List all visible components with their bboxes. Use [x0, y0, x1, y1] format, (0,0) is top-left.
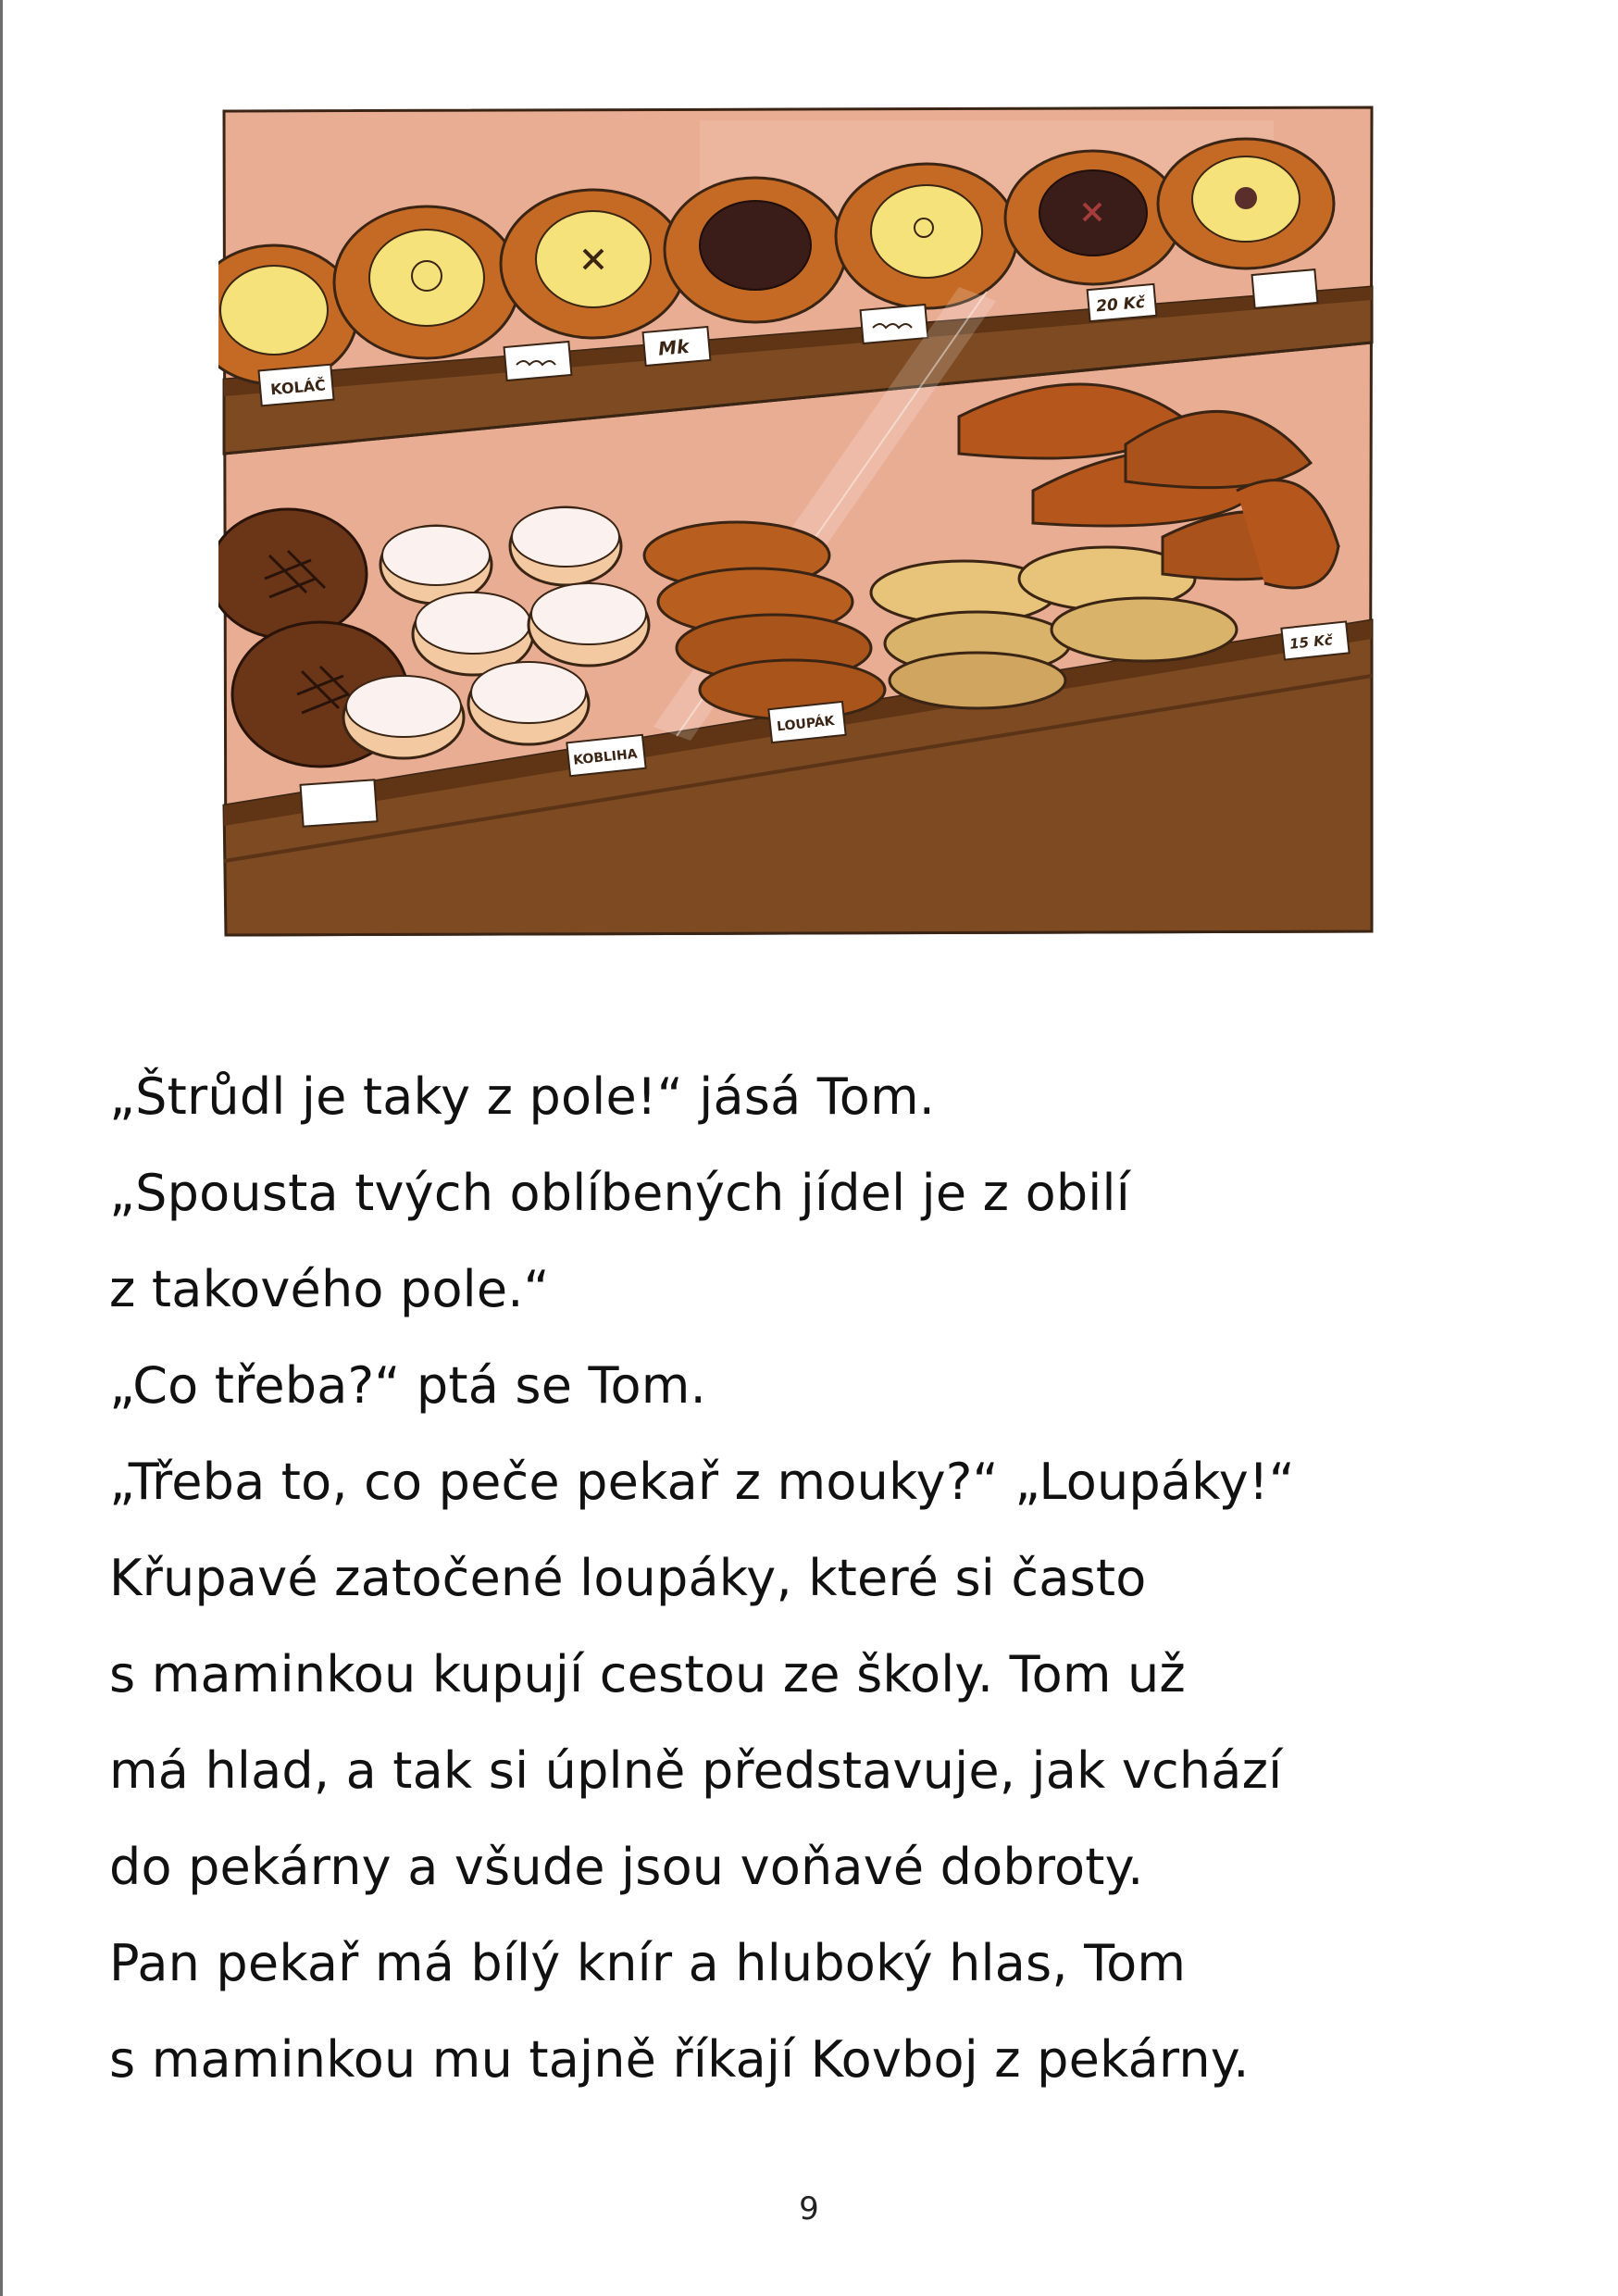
story-line: Křupavé zatočené loupáky, které si často: [109, 1549, 1147, 1607]
label-15kc: [1281, 621, 1349, 659]
label-mk: [643, 327, 711, 366]
story-text: [109, 1049, 1553, 2108]
story-line: do pekárny a všude jsou voňavé dobroty.: [109, 1838, 1144, 1896]
label-kobliha-text: KOBLIHA: [572, 746, 639, 768]
story-line: „Spousta tvých oblíbených jídel je z obilí: [109, 1164, 1130, 1222]
kolac-pastry: [501, 190, 686, 338]
label-mk-text: Mk: [657, 334, 691, 360]
label-15kc-text: 15 Kč: [1288, 631, 1334, 653]
label-loupak: [768, 702, 845, 742]
label-kolac: [258, 365, 333, 406]
story-line: „Třeba to, co peče pekař z mouky?“ „Loupáky!“: [109, 1453, 1295, 1511]
kolac-pastry: [665, 178, 846, 322]
story-line: „Štrůdl je taky z pole!“ jásá Tom.: [109, 1067, 936, 1126]
page-number: 9: [799, 2190, 819, 2227]
page-edge-line: [0, 0, 3, 2296]
label-20kc-text: 20 Kč: [1095, 293, 1146, 317]
label-kobliha: [566, 735, 645, 776]
story-line: s maminkou mu tajně říkají Kovboj z pekárny.: [109, 2030, 1250, 2089]
story-line: z takového pole.“: [109, 1260, 550, 1318]
story-line: „Co třeba?“ ptá se Tom.: [109, 1356, 706, 1415]
label-20kc: [1088, 284, 1157, 321]
story-line: Pan pekař má bílý knír a hluboký hlas, Tom: [109, 1934, 1187, 1992]
kolac-pastry: [1158, 139, 1334, 268]
label-scribble: [504, 342, 572, 381]
story-line: má hlad, a tak si úplně představuje, jak vchází: [109, 1741, 1283, 1800]
label-kolac-text: KOLÁČ: [269, 376, 327, 399]
kolac-pastry: [836, 164, 1017, 308]
label-scribble: [861, 305, 928, 343]
label-loupak-text: LOUPÁK: [776, 713, 836, 735]
bakery-illustration: [218, 102, 1377, 941]
kolac-pastry: [334, 206, 519, 358]
label-blank: [1252, 269, 1318, 308]
bakery-display-case-illustration: [218, 102, 1377, 941]
story-line: s maminkou kupují cestou ze školy. Tom už: [109, 1645, 1186, 1703]
kolac-pastry: [1005, 151, 1181, 284]
label-blank: [301, 780, 378, 826]
